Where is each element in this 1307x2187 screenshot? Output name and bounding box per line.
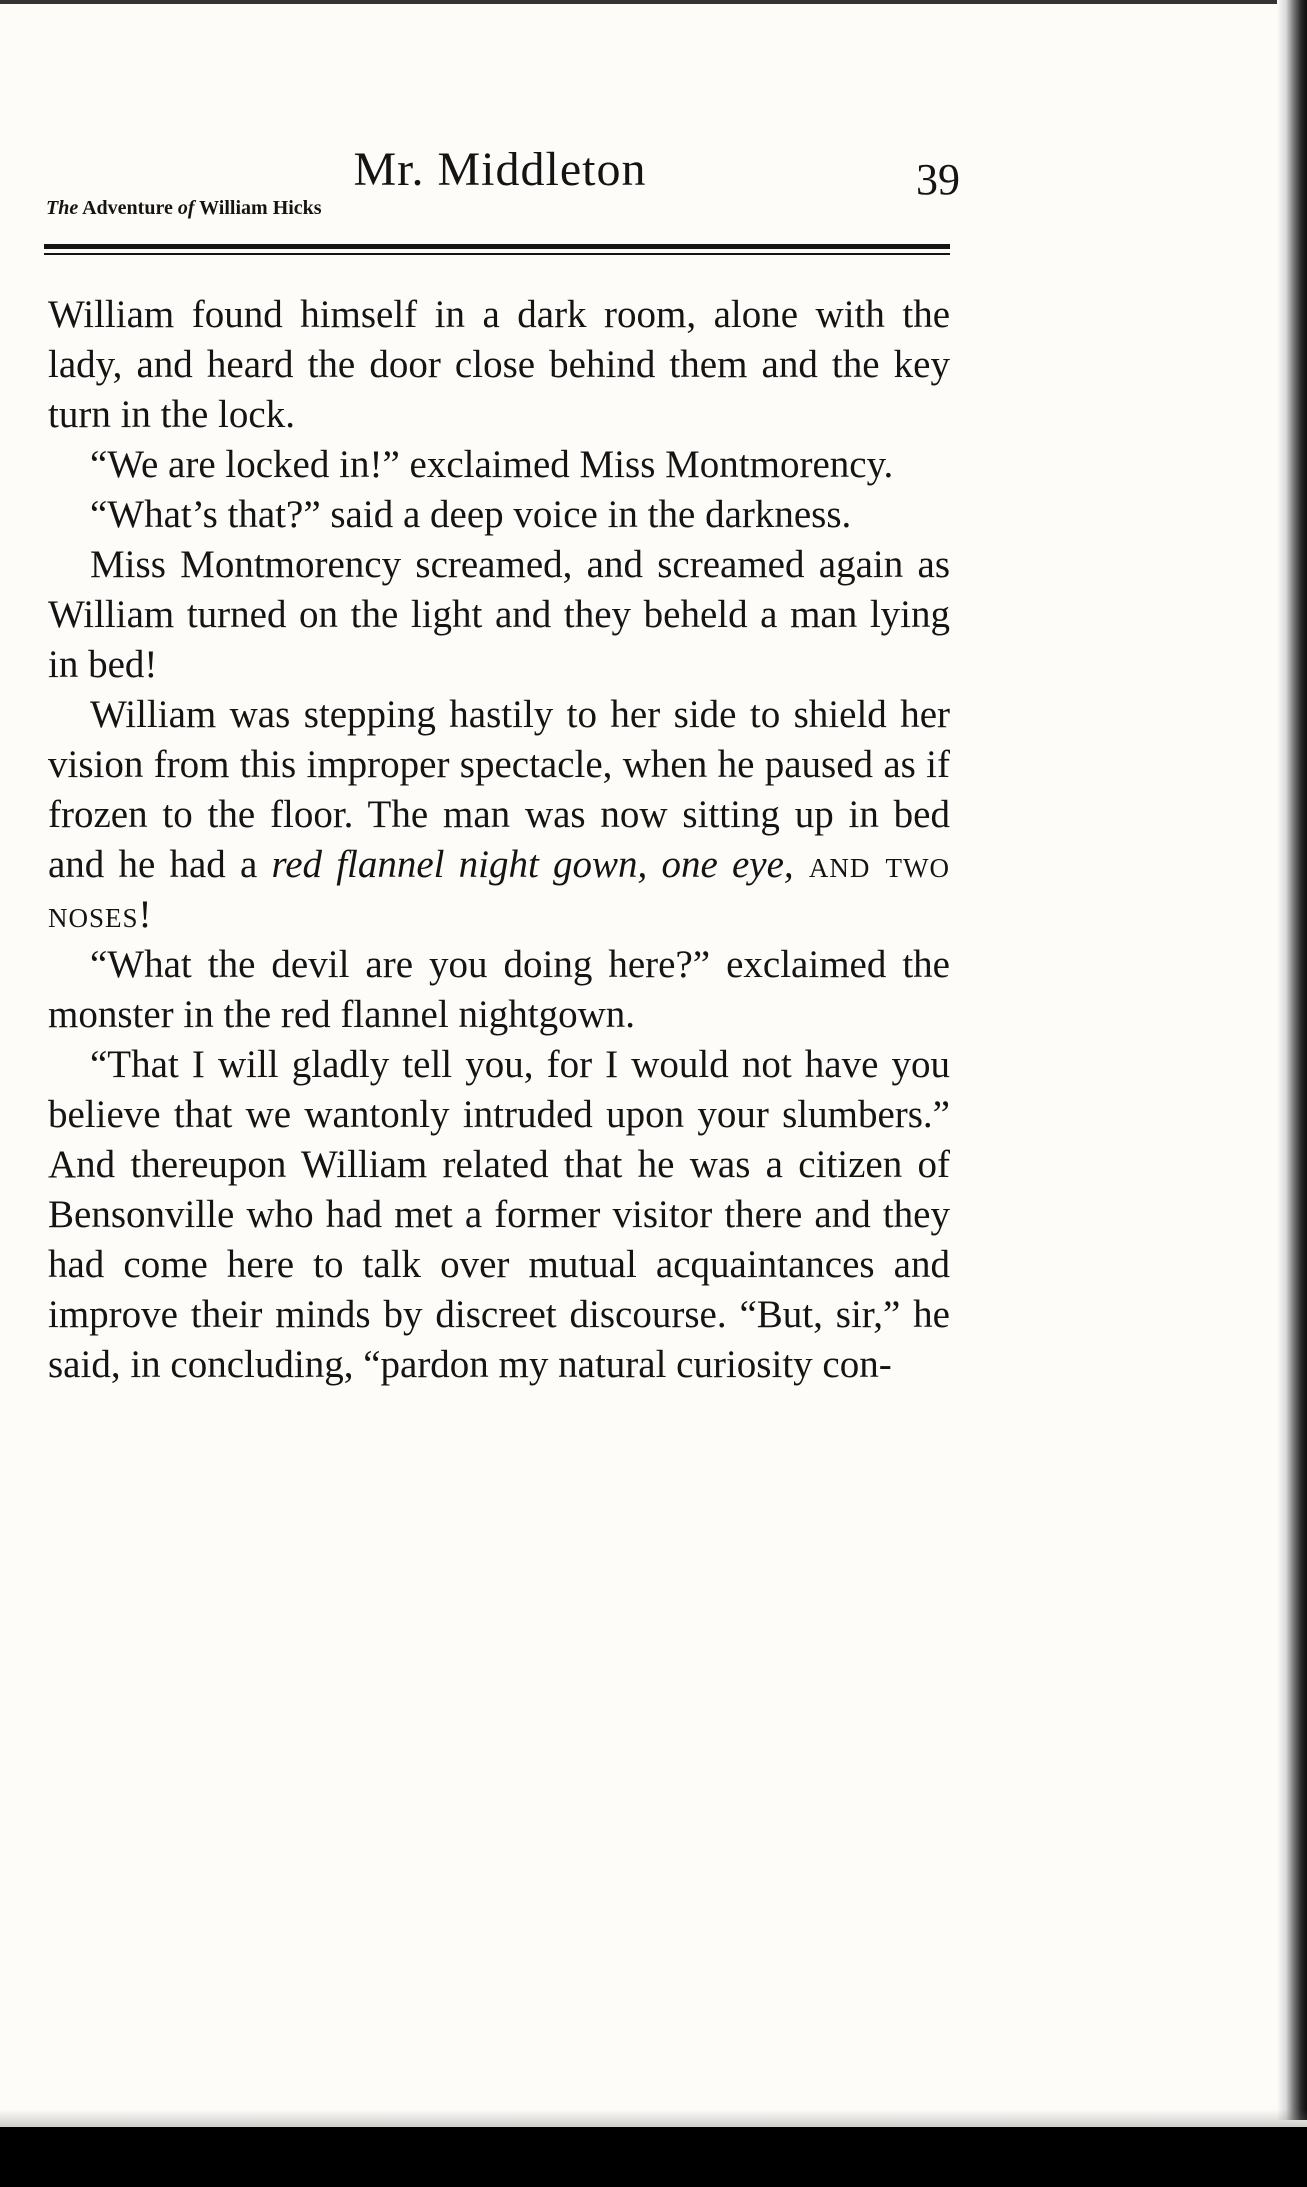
subtitle-of: of	[177, 197, 195, 219]
header-rule-thin	[44, 253, 950, 255]
body-text	[48, 290, 950, 1390]
header-rule-thick	[44, 244, 950, 249]
paragraph-4: Miss Montmorency screamed, and screamed again as William turned on the light and they beheld a man lying in bed!	[48, 543, 950, 686]
paragraph-7: “That I will gladly tell you, for I would not have you believe that we wantonly intruded upon your slumbers.” And thereupon William related that he was a citizen of Bensonville who had met a former visitor there and they had come here to talk over mutual acquaintances and improve their minds by discreet discourse. “But, sir,” he said, in concluding, “pardon my natural curiosity con-	[48, 1043, 950, 1386]
paragraph-5-start: William was stepping hastily to her side to shield her vision from this improper spectacle, when he paused as if frozen to the floor. The man was now sitting up in bed and he had a	[48, 693, 950, 886]
running-title: Mr. Middleton	[353, 143, 647, 196]
paragraph-2: “We are locked in!” exclaimed Miss Montmorency.	[90, 443, 894, 486]
subtitle-name: William Hicks	[194, 197, 322, 219]
paragraph-5-small-caps: and two noses	[48, 843, 950, 936]
subtitle-adventure: Adventure	[78, 197, 178, 219]
paragraph-1: William found himself in a dark room, alone with the lady, and heard the door close behind them and the key turn in the lock.	[48, 293, 950, 436]
page-top-edge	[0, 0, 1280, 4]
subtitle-the: The	[46, 197, 79, 219]
scan-bottom-border	[0, 2127, 1307, 2187]
paragraph-3: “What’s that?” said a deep voice in the darkness.	[90, 493, 852, 536]
paragraph-5	[48, 690, 950, 940]
page-bottom-shadow	[0, 2109, 1307, 2127]
paragraph-5-italic: red flannel night gown, one eye,	[271, 843, 794, 886]
paragraph-5-end: !	[138, 893, 152, 936]
page-number: 39	[916, 155, 960, 204]
page-binding-edge	[1277, 0, 1307, 2120]
running-subtitle	[46, 194, 646, 222]
paragraph-6: “What the devil are you doing here?” exclaimed the monster in the red flannel nightgown.	[48, 943, 950, 1036]
